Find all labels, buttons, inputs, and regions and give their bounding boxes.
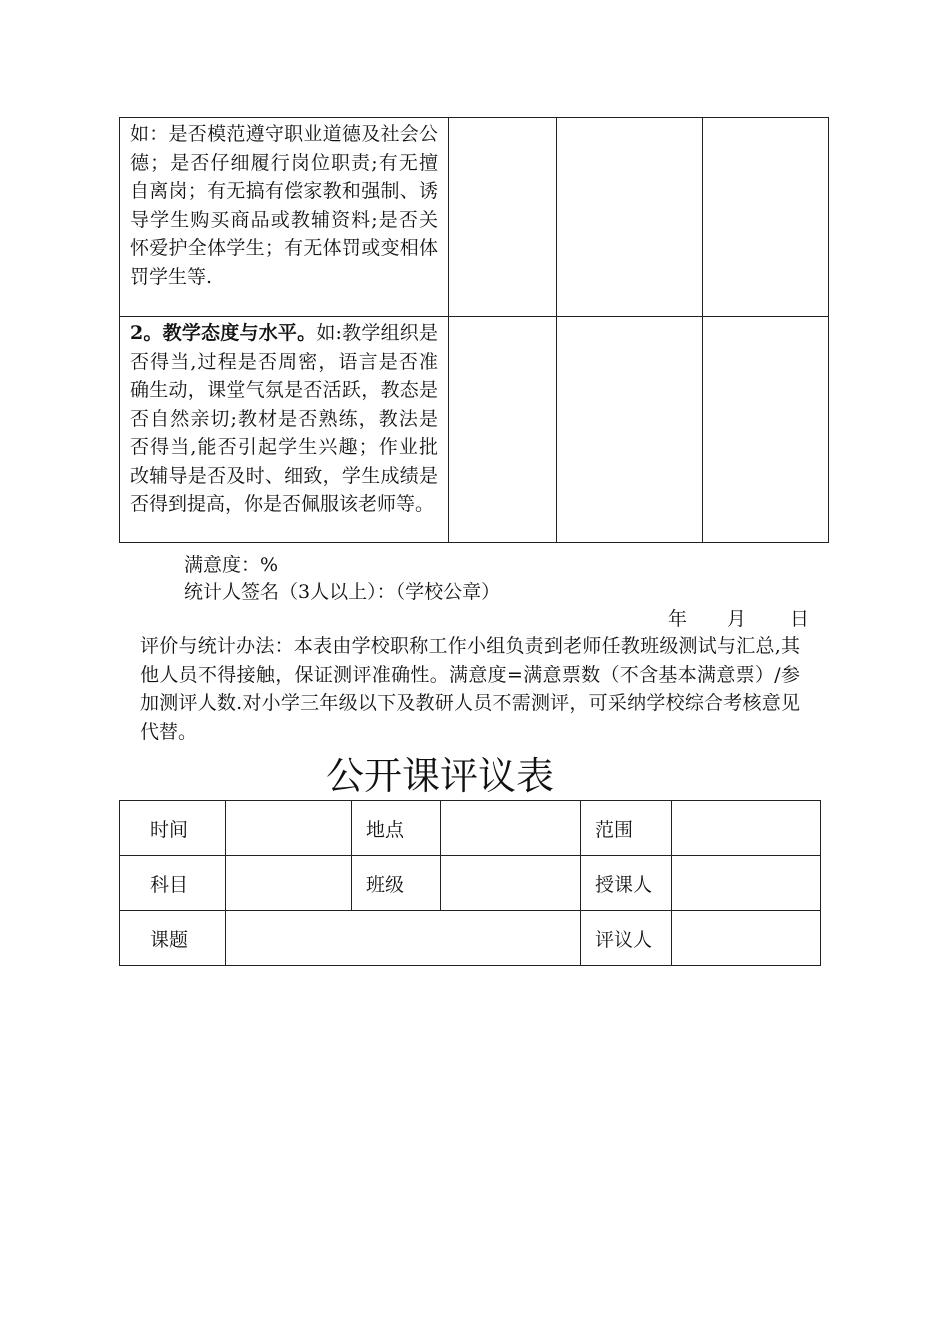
teacher-label: 授课人 [581, 856, 672, 911]
criteria-label: 2。教学态度与水平。 [130, 322, 317, 344]
page-title: 公开课评议表 [325, 754, 554, 798]
table-row [120, 118, 829, 317]
teacher-field[interactable] [672, 856, 821, 911]
criteria-text: 如:教学组织是否得当,过程是否周密，语言是否准确生动，课堂气氛是否活跃，教态是否自然亲切;教材是否熟练，教法是否得当,能否引起学生兴趣；作业批改辅导是否及时、细致，学生成绩是否得到提高，你是否佩服该老师等。 [130, 322, 438, 515]
scope-label: 范围 [581, 801, 672, 856]
place-field[interactable] [441, 801, 581, 856]
table-row [120, 856, 821, 911]
scope-field[interactable] [672, 801, 821, 856]
lesson-info-table [119, 800, 821, 966]
method-note: 评价与统计办法：本表由学校职称工作小组负责到老师任教班级测试与汇总,其他人员不得接触，保证测评准确性。满意度=满意票数（不含基本满意票）/参加测评人数.对小学三年级以下及教研人员不需测评，可采纳学校综合考核意见代替。 [140, 635, 800, 743]
score-cell[interactable] [703, 118, 829, 317]
table-row [120, 911, 821, 966]
topic-field[interactable] [226, 911, 581, 966]
score-cell[interactable] [557, 118, 703, 317]
time-field[interactable] [226, 801, 352, 856]
reviewer-field[interactable] [672, 911, 821, 966]
score-cell[interactable] [449, 118, 557, 317]
satisfaction-line: 满意度：% [184, 554, 279, 576]
score-cell[interactable] [449, 317, 557, 543]
time-label: 时间 [120, 801, 226, 856]
criteria-text: 如：是否模范遵守职业道德及社会公德；是否仔细履行岗位职责;有无擅自离岗；有无搞有偿家教和强制、诱导学生购买商品或教辅资料;是否关怀爱护全体学生；有无体罚或变相体罚学生等. [130, 123, 438, 288]
criteria-cell [120, 118, 449, 317]
evaluation-table [119, 117, 829, 543]
date-day: 日 [790, 608, 810, 630]
reviewer-label: 评议人 [581, 911, 672, 966]
class-field[interactable] [441, 856, 581, 911]
date-year: 年 [668, 608, 688, 630]
criteria-cell [120, 317, 449, 543]
subject-field[interactable] [226, 856, 352, 911]
date-month: 月 [727, 608, 747, 630]
signature-line: 统计人签名（3人以上）：（学校公章） [184, 581, 501, 603]
score-cell[interactable] [557, 317, 703, 543]
place-label: 地点 [352, 801, 441, 856]
table-row [120, 801, 821, 856]
class-label: 班级 [352, 856, 441, 911]
table-row [120, 317, 829, 543]
subject-label: 科目 [120, 856, 226, 911]
topic-label: 课题 [120, 911, 226, 966]
score-cell[interactable] [703, 317, 829, 543]
